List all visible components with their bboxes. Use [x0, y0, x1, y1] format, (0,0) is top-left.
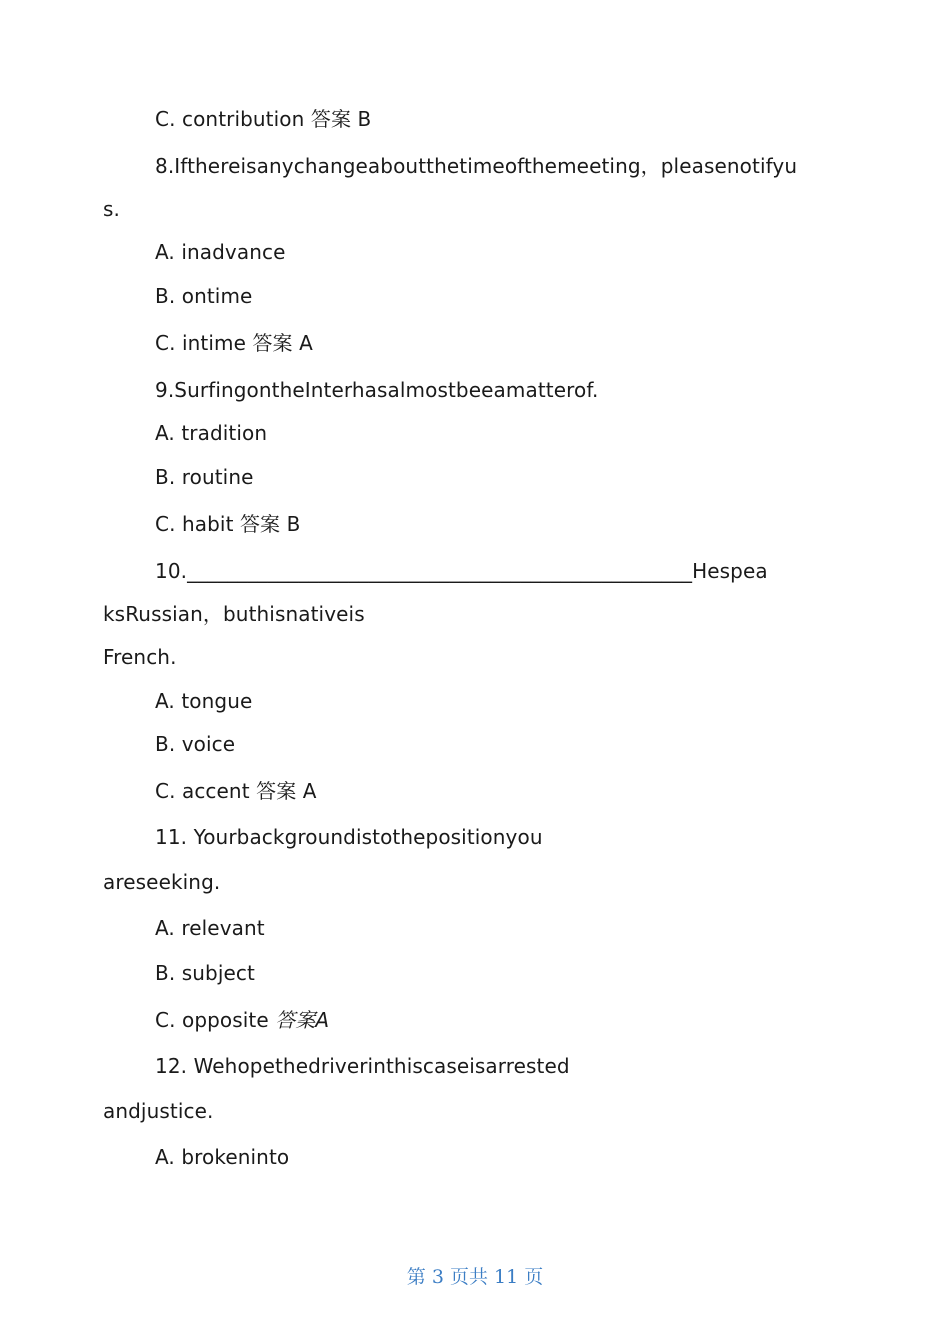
question-8-continued: s. [103, 197, 120, 221]
question-11-continued: areseeking. [103, 870, 221, 894]
option-c-q9: C. habit 答案 B [155, 512, 301, 536]
option-a-q9: A. tradition [155, 421, 268, 445]
question-9: 9.SurfingontheInterhasalmostbeeamatterof. [155, 378, 599, 402]
question-11: 11. Yourbackgroundistothepositionyou [155, 825, 543, 849]
question-10-continued: ksRussian，buthisnativeis [103, 602, 365, 626]
option-b-q9: B. routine [155, 465, 254, 489]
option-b-q10: B. voice [155, 732, 236, 756]
question-12: 12. Wehopethedriverinthiscaseisarrested [155, 1054, 570, 1078]
option-a-q12: A. brokeninto [155, 1145, 290, 1169]
question-8: 8.Ifthereisanychangeaboutthetimeofthemeeting，pleasenotifyu [155, 154, 798, 178]
option-b-q8: B. ontime [155, 284, 253, 308]
option-c-q11-text: C. opposite [155, 1008, 276, 1032]
question-10: 10.__________________________________________________Hespea [155, 559, 768, 583]
option-c-q10: C. accent 答案 A [155, 779, 317, 803]
option-a-q10: A. tongue [155, 689, 253, 713]
option-b-q11: B. subject [155, 961, 255, 985]
question-12-continued: andjustice. [103, 1099, 214, 1123]
answer-q11: 答案A [275, 1008, 330, 1032]
question-10-end: French. [103, 645, 177, 669]
option-c-q8: C. intime 答案 A [155, 331, 313, 355]
option-a-q8: A. inadvance [155, 240, 286, 264]
option-c-q7: C. contribution 答案 B [155, 107, 372, 131]
option-a-q11: A. relevant [155, 916, 265, 940]
option-c-q11 [155, 1008, 329, 1032]
page-number-footer: 第 3 页共 11 页 [406, 1266, 544, 1288]
